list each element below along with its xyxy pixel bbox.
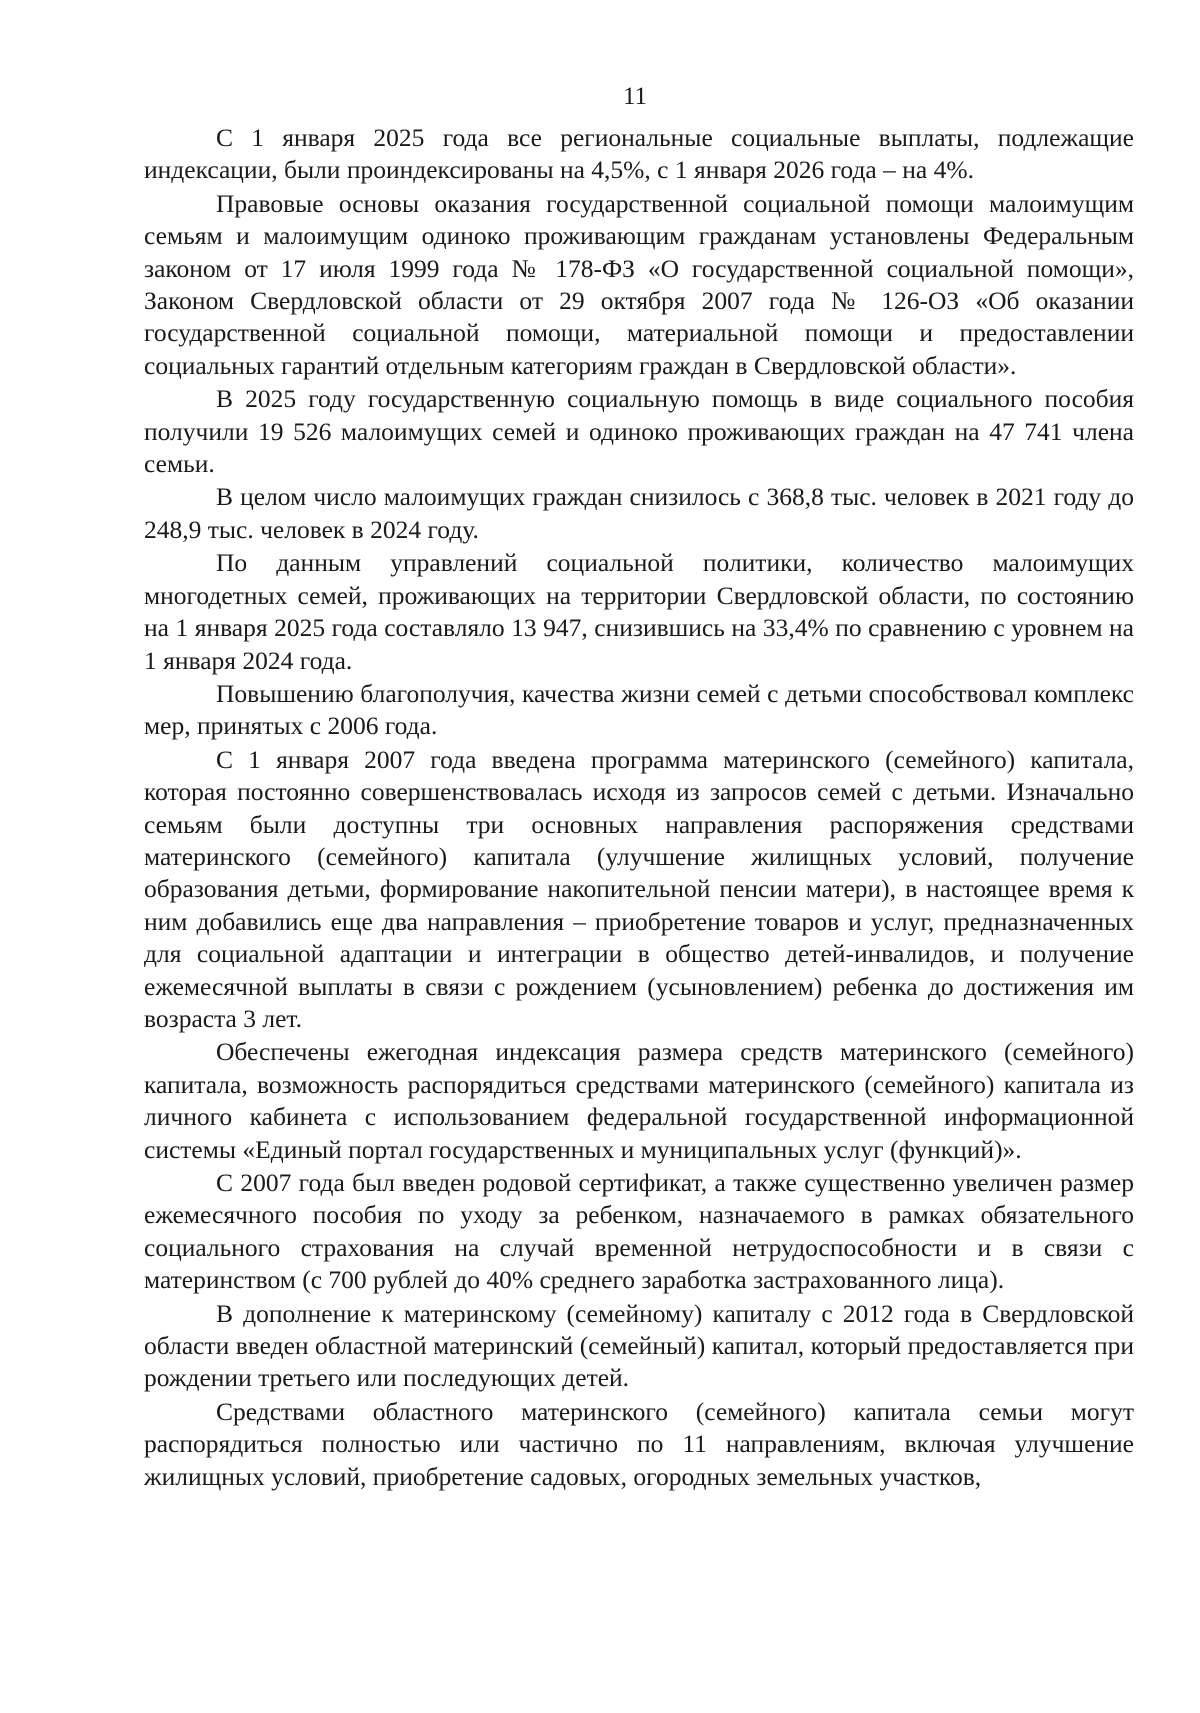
paragraph: С 1 января 2025 года все региональные социальные выплаты, подлежащие индексации, были проиндексированы на 4,5%, с 1 января 2026 года – на 4%. bbox=[144, 123, 1134, 185]
paragraph: Повышению благополучия, качества жизни семей с детьми способствовал комплекс мер, принятых с 2006 года. bbox=[144, 678, 1134, 741]
body-text bbox=[144, 122, 1134, 1493]
paragraph: С 2007 года был введен родовой сертификат, а также существенно увеличен размер ежемесячного пособия по уходу за ребенком, назначаемого в рамках обязательного социального страхования на случай временной нетрудоспособности и в связи с материнством (с 700 рублей до 40% среднего заработка застрахованного лица). bbox=[144, 1168, 1134, 1295]
paragraph: В дополнение к материнскому (семейному) капиталу с 2012 года в Свердловской области введен областной материнский (семейный) капитал, который предоставляется при рождении третьего или последующих детей. bbox=[144, 1298, 1134, 1393]
paragraph: По данным управлений социальной политики, количество малоимущих многодетных семей, проживающих на территории Свердловской области, по состоянию на 1 января 2025 года составляло 13 947, снизившись на 33,4% по сравнению с уровнем на 1 января 2024 года. bbox=[144, 548, 1134, 675]
paragraph: В целом число малоимущих граждан снизилось с 368,8 тыс. человек в 2021 году до 248,9 тыс. человек в 2024 году. bbox=[144, 482, 1134, 544]
paragraph: С 1 января 2007 года введена программа материнского (семейного) капитала, которая постоянно совершенствовалась исходя из запросов семей с детьми. Изначально семьям были доступны три основных направления распоряжения средствами материнского (семейного) капитала (улучшение жилищных условий, получение образования детьми, формирование накопительной пенсии матери), в настоящее время к ним добавились еще два направления – приобретение товаров и услуг, предназначенных для социальной адаптации и интеграции в общество детей-инвалидов, и получение ежемесячной выплаты в связи с рождением (усыновлением) ребенка до достижения им возраста 3 лет. bbox=[144, 744, 1134, 1033]
paragraph: Обеспечены ежегодная индексация размера средств материнского (семейного) капитала, возможность распорядиться средствами материнского (семейного) капитала из личного кабинета с использованием федеральной государственной информационной системы «Единый портал государственных и муниципальных услуг (функций)». bbox=[144, 1037, 1134, 1164]
paragraph: Правовые основы оказания государственной социальной помощи малоимущим семьям и малоимущим одиноко проживающим гражданам установлены Федеральным законом от 17 июля 1999 года № 178-ФЗ «О государственной социальной помощи», Законом Свердловской области от 29 октября 2007 года № 126-ОЗ «Об оказании государственной социальной помощи, материальной помощи и предоставлении социальных гарантий отдельным категориям граждан в Свердловской области». bbox=[144, 188, 1134, 380]
page-number: 11 bbox=[622, 83, 648, 110]
paragraph: В 2025 году государственную социальную помощь в виде социального пособия получили 19 526 малоимущих семей и одиноко проживающих граждан на 47 741 члена семьи. bbox=[144, 384, 1134, 479]
paragraph: Средствами областного материнского (семейного) капитала семьи могут распорядиться полностью или частично по 11 направлениям, включая улучшение жилищных условий, приобретение садовых, огородных земельных участков, bbox=[144, 1396, 1134, 1491]
